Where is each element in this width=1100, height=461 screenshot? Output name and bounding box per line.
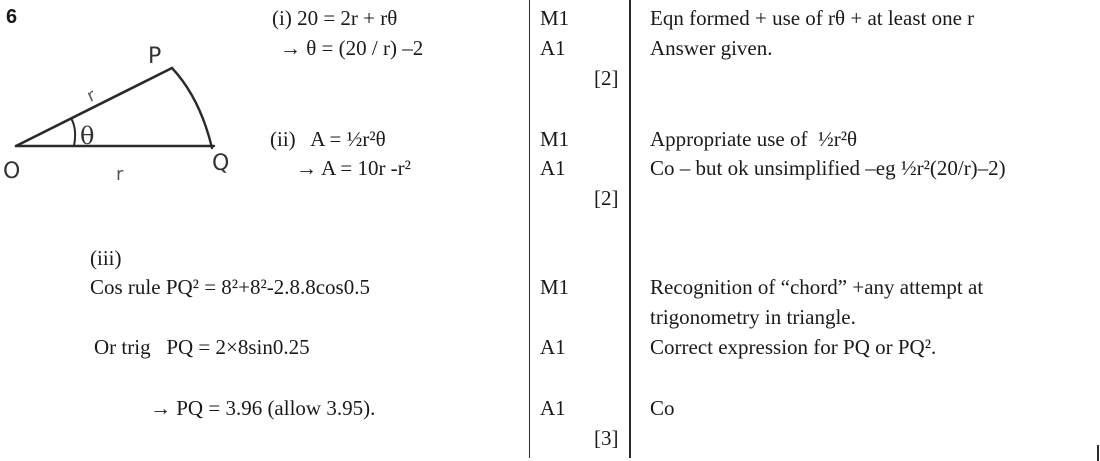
angle-arc [72, 120, 75, 146]
part-i-mark-m1: M1 [540, 6, 570, 30]
question-number: 6 [6, 6, 18, 28]
column-divider-right [629, 0, 631, 458]
column-divider-left [529, 0, 530, 458]
part-i-equation: (i) 20 = 2r + rθ [272, 6, 398, 30]
part-iii-mark-a1-first: A1 [540, 335, 566, 359]
label-p: P [148, 44, 162, 69]
part-ii-mark-m1: M1 [540, 127, 570, 151]
sector-diagram [0, 30, 250, 200]
part-iii-mark-a1-second: A1 [540, 396, 566, 420]
part-iii-guidance-3: Correct expression for PQ or PQ². [650, 335, 937, 359]
part-ii-total: [2] [594, 186, 619, 210]
part-i-guidance-1: Eqn formed + use of rθ + at least one r [650, 6, 975, 30]
part-iii-cos-rule: Cos rule PQ² = 8²+8²-2.8.8cos0.5 [90, 275, 370, 299]
label-o: O [3, 159, 21, 184]
part-iii-mark-m1: M1 [540, 275, 570, 299]
label-q: Q [212, 151, 230, 176]
arc-pq [172, 68, 212, 148]
part-i-mark-a1: A1 [540, 36, 566, 60]
part-iii-guidance-4: Co [650, 396, 675, 420]
right-edge-mark [1097, 445, 1099, 461]
part-i-guidance-2: Answer given. [650, 36, 773, 60]
part-iii-total: [3] [594, 426, 619, 450]
part-ii-guidance-2: Co – but ok unsimplified –eg ½r²(20/r)–2) [650, 156, 1006, 180]
part-i-total: [2] [594, 66, 619, 90]
label-theta: θ [80, 122, 95, 150]
label-r-slant: r [83, 85, 99, 107]
part-iii-guidance-1: Recognition of “chord” +any attempt at [650, 275, 984, 299]
label-r-base: r [116, 164, 124, 185]
part-ii-equation: (ii) A = ½r²θ [270, 127, 386, 151]
part-iii-guidance-2: trigonometry in triangle. [650, 305, 856, 329]
part-iii-trig: Or trig PQ = 2×8sin0.25 [94, 335, 310, 359]
part-ii-mark-a1: A1 [540, 156, 566, 180]
part-i-result: → θ = (20 / r) –2 [280, 36, 424, 60]
part-ii-result: → A = 10r -r² [296, 156, 411, 180]
part-iii-result: → PQ = 3.96 (allow 3.95). [150, 396, 376, 420]
part-ii-guidance-1: Appropriate use of ½r²θ [650, 127, 858, 151]
part-iii-label: (iii) [90, 246, 122, 270]
